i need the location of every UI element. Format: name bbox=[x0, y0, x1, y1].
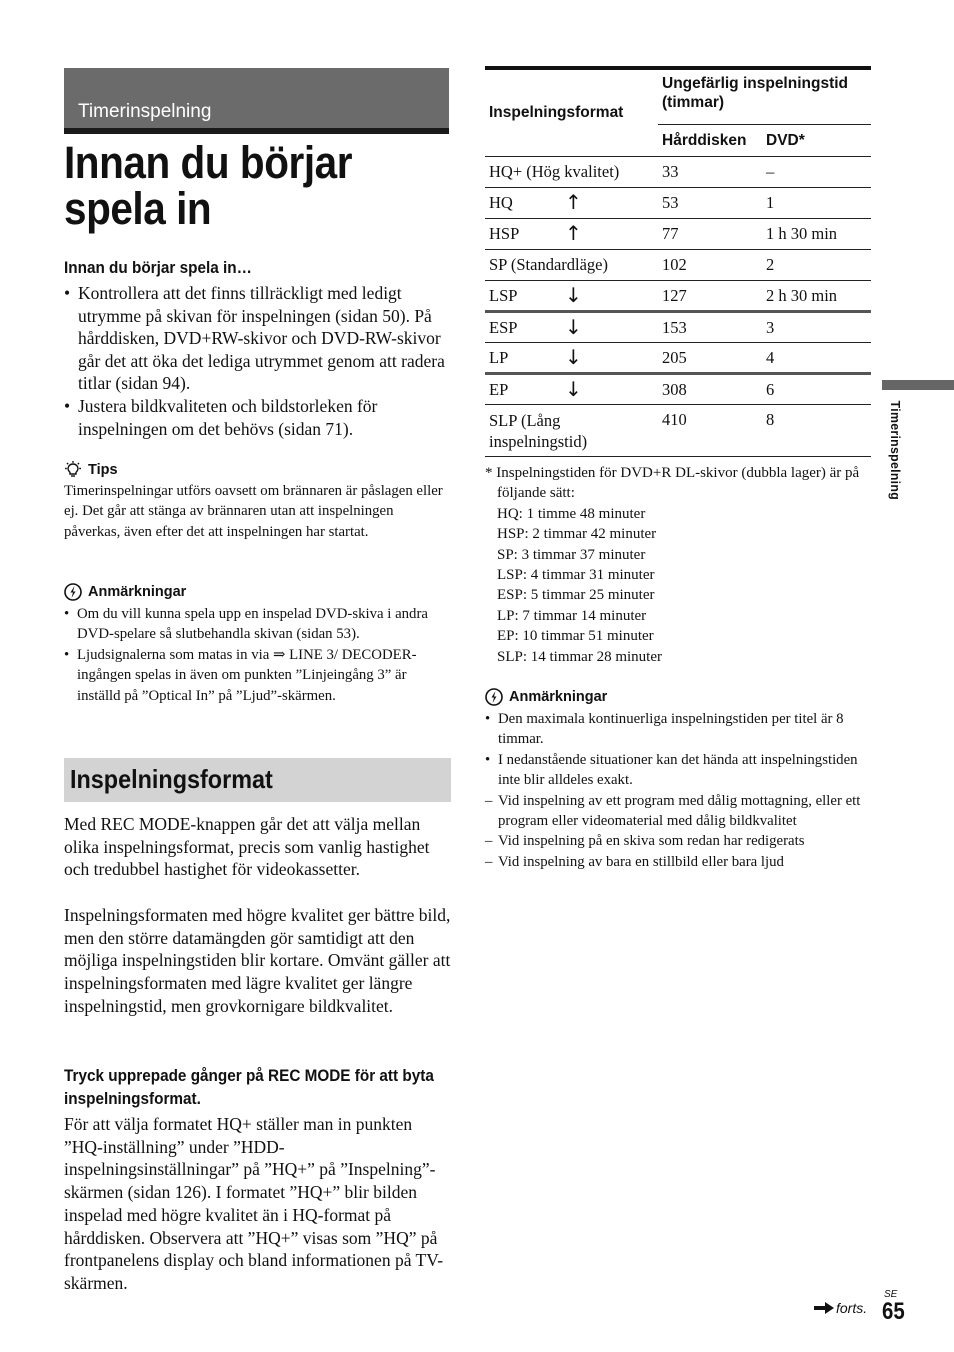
note-sublist bbox=[485, 791, 875, 873]
dvd-time-cell: 8 bbox=[762, 405, 871, 457]
page-number: 65 bbox=[882, 1298, 905, 1325]
format-label: ESP bbox=[489, 318, 518, 337]
continued-label: forts. bbox=[836, 1300, 868, 1316]
format-label: LP bbox=[489, 348, 509, 367]
section2-title: Inspelningsformat bbox=[70, 764, 273, 794]
tips-text: Timerinspelningar utförs oavsett om brännaren är påslagen eller ej. Det går att stänga av brännaren utan att inspelningen påverkas, även efter det att inspelningen har startat. bbox=[64, 483, 443, 540]
format-cell bbox=[485, 405, 658, 457]
footnote-line: SP: 3 timmar 37 minuter bbox=[497, 546, 646, 563]
format-label: SLP (Lång inspelningstid) bbox=[489, 411, 588, 451]
notes2-heading bbox=[485, 688, 607, 706]
format-cell bbox=[485, 250, 658, 281]
footnote-line: HQ: 1 timme 48 minuter bbox=[497, 505, 646, 522]
dvd-time-cell: 1 h 30 min bbox=[762, 219, 871, 250]
notes-list bbox=[64, 604, 452, 706]
note-item-text: I nedanstående situationer kan det hända att inspelningstiden inte blir alldeles exakt. bbox=[498, 751, 858, 789]
step-text: För att välja formatet HQ+ ställer man in punkten ”HQ-inställning” under ”HDD-inspelningsinställningar” på ”HQ+” på ”Inspelning”-skärmen (sidan 126). I formatet ”HQ+” blir bilden inspelad med högre kvalitet än i HQ-format på hårddisken. Observera att ”HQ+” visas som ”HQ” på frontpanelens display och bland informationen på TV-skärmen. bbox=[64, 1114, 444, 1293]
before-heading: Innan du börjar spela in… bbox=[64, 258, 252, 277]
arrow-up-icon: ↑ bbox=[565, 190, 582, 214]
format-cell bbox=[485, 188, 658, 219]
arrow-down-icon: ↓ bbox=[565, 283, 582, 307]
hdd-time-cell: 127 bbox=[658, 281, 762, 312]
arrow-down-icon: ↓ bbox=[565, 315, 582, 339]
format-label: HQ+ (Hög kvalitet) bbox=[489, 162, 620, 181]
arrow-right-icon bbox=[814, 1302, 834, 1314]
table-row bbox=[485, 250, 871, 281]
table-row bbox=[485, 219, 871, 250]
intro-paragraph: Med REC MODE-knappen går det att välja mellan olika inspelningsformat, precis som vanlig hastighet och tredubbel hastighet för videokassetter. bbox=[64, 814, 430, 880]
table-row bbox=[485, 188, 871, 219]
hdd-time-cell: 153 bbox=[658, 312, 762, 343]
page-title: Innan du börjar spela in bbox=[64, 137, 353, 234]
format-label: HSP bbox=[489, 224, 520, 243]
arrow-down-icon: ↓ bbox=[565, 377, 582, 401]
dl-footnote bbox=[485, 463, 885, 667]
dvd-time-cell: 6 bbox=[762, 374, 871, 405]
format-cell bbox=[485, 343, 658, 374]
footnote-line: LP: 7 timmar 14 minuter bbox=[497, 607, 647, 624]
before-bullet-list bbox=[64, 282, 449, 440]
table-row bbox=[485, 405, 871, 457]
section2-header-bar bbox=[64, 758, 451, 802]
notes2-list bbox=[485, 709, 875, 872]
format-label: HQ bbox=[489, 193, 513, 212]
format-cell bbox=[485, 374, 658, 405]
dvd-time-cell: – bbox=[762, 157, 871, 188]
section-label: Timerinspelning bbox=[78, 101, 212, 122]
col-header-time: Ungefärlig inspelningstid (timmar) bbox=[658, 68, 871, 125]
bullet-item: • Kontrollera att det finns tillräckligt med ledigt utrymme på skivan för inspelningen (sidan 50). På hårddisken, DVD+RW-skivor och DVD-RW-skivor går det att öka det lediga utrymmet genom att radera titlar (sidan 94). bbox=[64, 282, 449, 395]
arrow-up-icon: ↑ bbox=[565, 221, 582, 245]
footnote-lines bbox=[485, 504, 885, 667]
note-item: • Ljudsignalerna som matas in via ⇒ LINE 3/ DECODER-ingången spelas in även om punkten ”Linjeingång 3” är inställd på ”Optical In” på ”Ljud”-skärmen. bbox=[64, 645, 452, 706]
recording-format-table bbox=[485, 66, 871, 457]
language-code: SE bbox=[884, 1289, 898, 1300]
hdd-time-cell: 308 bbox=[658, 374, 762, 405]
col-header-hdd: Hårddisken bbox=[662, 131, 747, 149]
dvd-time-cell: 3 bbox=[762, 312, 871, 343]
hdd-time-cell: 33 bbox=[658, 157, 762, 188]
note-subitem: – Vid inspelning på en skiva som redan har redigerats bbox=[485, 831, 875, 851]
table-row bbox=[485, 312, 871, 343]
lightbulb-icon bbox=[64, 461, 82, 479]
table-row bbox=[485, 157, 871, 188]
col-header-format: Inspelningsformat bbox=[485, 68, 658, 157]
footnote-line: HSP: 2 timmar 42 minuter bbox=[497, 526, 657, 543]
hdd-time-cell: 410 bbox=[658, 405, 762, 457]
note-item: • Den maximala kontinuerliga inspelningstiden per titel är 8 timmar. bbox=[485, 709, 875, 750]
note-item: • Om du vill kunna spela upp en inspelad DVD-skiva i andra DVD-spelare så slutbehandla skivan (sidan 53). bbox=[64, 604, 452, 645]
hdd-time-cell: 77 bbox=[658, 219, 762, 250]
arrow-down-icon: ↓ bbox=[565, 345, 582, 369]
dvd-time-cell: 2 bbox=[762, 250, 871, 281]
note-subitem: – Vid inspelning av ett program med dålig mottagning, eller ett program eller videomaterial med dålig bildkvalitet bbox=[485, 791, 875, 832]
format-cell bbox=[485, 312, 658, 343]
format-label: SP (Standardläge) bbox=[489, 255, 608, 274]
table-row bbox=[485, 343, 871, 374]
format-cell bbox=[485, 281, 658, 312]
table-row bbox=[485, 374, 871, 405]
format-cell bbox=[485, 219, 658, 250]
notes-heading bbox=[64, 583, 186, 601]
format-cell bbox=[485, 157, 658, 188]
format-label: EP bbox=[489, 380, 509, 399]
format-label: LSP bbox=[489, 286, 518, 305]
footnote-line: LSP: 4 timmar 31 minuter bbox=[497, 567, 655, 584]
notes-heading-label: Anmärkningar bbox=[88, 584, 187, 600]
intro-paragraph: Inspelningsformaten med högre kvalitet ger bättre bild, men den större datamängden gör samtidigt att den möjliga inspelningstiden blir kortare. Omvänt gäller att inspelningsformaten med lägre kvalitet ger längre inspelningstid, men grovkornigare bildkvalitet. bbox=[64, 905, 451, 1016]
dvd-time-cell: 1 bbox=[762, 188, 871, 219]
note-subitem: – Vid inspelning av bara en stillbild eller bara ljud bbox=[485, 852, 875, 872]
side-tab-label: Timerinspelning bbox=[888, 400, 903, 501]
side-tab-bar bbox=[882, 380, 954, 390]
section-header-bar bbox=[64, 68, 449, 134]
dvd-time-cell: 2 h 30 min bbox=[762, 281, 871, 312]
footnote-line: SLP: 14 timmar 28 minuter bbox=[497, 648, 662, 665]
note-icon bbox=[485, 688, 503, 706]
hdd-time-cell: 205 bbox=[658, 343, 762, 374]
table-row bbox=[485, 281, 871, 312]
footnote-intro: * Inspelningstiden för DVD+R DL-skivor (dubbla lager) är på följande sätt: bbox=[485, 465, 860, 502]
note-item bbox=[485, 750, 875, 872]
bullet-item: • Justera bildkvaliteten och bildstorleken för inspelningen om det behövs (sidan 71). bbox=[64, 395, 449, 440]
hdd-time-cell: 102 bbox=[658, 250, 762, 281]
step-heading: Tryck upprepade gånger på REC MODE för att byta inspelningsformat. bbox=[64, 1066, 434, 1108]
footnote-line: ESP: 5 timmar 25 minuter bbox=[497, 587, 655, 604]
note-icon bbox=[64, 583, 82, 601]
tips-heading bbox=[64, 461, 118, 479]
notes2-heading-label: Anmärkningar bbox=[509, 689, 608, 705]
dvd-time-cell: 4 bbox=[762, 343, 871, 374]
tips-heading-label: Tips bbox=[88, 462, 118, 478]
continued-marker bbox=[814, 1300, 867, 1316]
col-header-dvd: DVD* bbox=[766, 131, 805, 149]
hdd-time-cell: 53 bbox=[658, 188, 762, 219]
footnote-line: EP: 10 timmar 51 minuter bbox=[497, 628, 654, 645]
